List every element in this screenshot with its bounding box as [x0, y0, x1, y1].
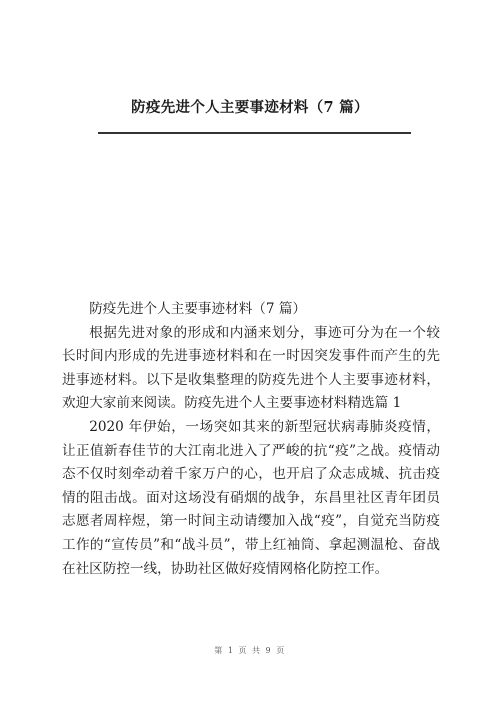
story-paragraph: 2020 年伊始，一场突如其来的新型冠状病毒肺炎疫情，让正值新春佳节的大江南北进入了严峻的抗“疫”之战。疫情动态不仅时刻牵动着千家万户的心，也开启了众志成城、抗击疫情的阻击战。面对这场没有硝烟的战争，东昌里社区青年团员志愿者周梓煜，第一时间主动请缨加入战“疫”，自觉充当防疫工作的“宣传员”和“战斗员”，带上红袖筒、拿起测温枪、奋战在社区防控一线，协助社区做好疫情网格化防控工作。	[62, 418, 440, 577]
page-footer: 第 1 页 共 9 页	[214, 646, 286, 655]
document-body	[62, 298, 440, 581]
document-title: 防疫先进个人主要事迹材料（7 篇）	[131, 99, 369, 116]
intro-heading-paragraph: 防疫先进个人主要事迹材料（7 篇）	[89, 301, 307, 317]
intro-paragraph: 根据先进对象的形成和内涵来划分，事迹可分为在一个较长时间内形成的先进事迹材料和在一时因突发事件而产生的先进事迹材料。以下是收集整理的防疫先进个人主要事迹材料，欢迎大家前来阅读。防疫先进个人主要事迹材料精选篇 1	[62, 324, 440, 412]
title-divider	[98, 132, 411, 134]
